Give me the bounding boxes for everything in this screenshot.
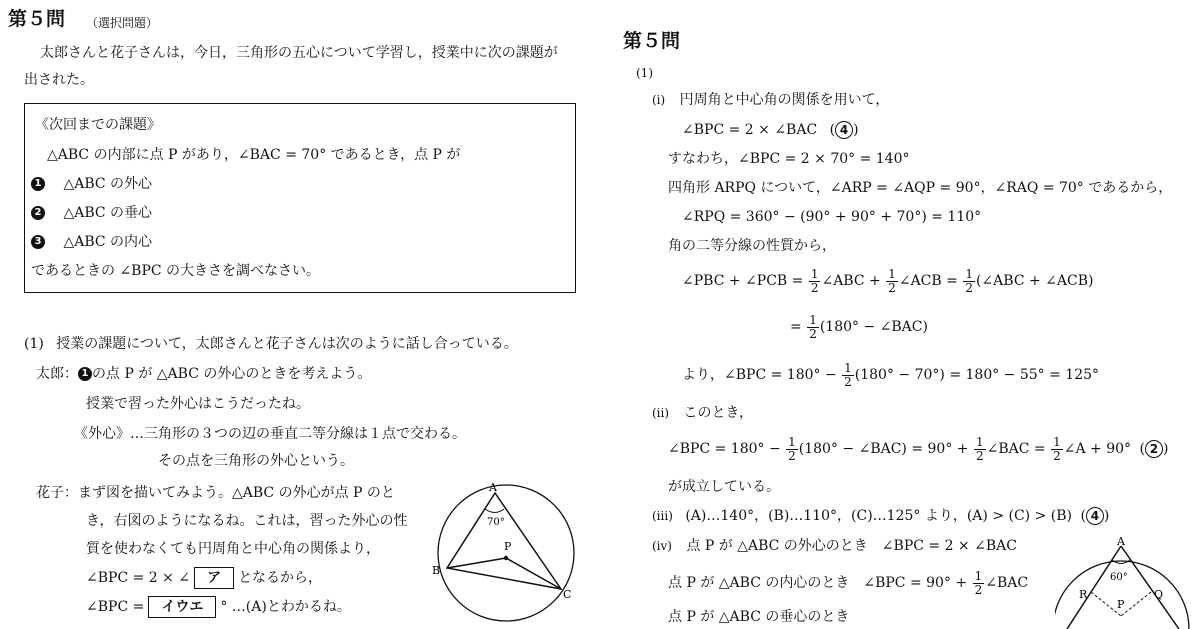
side-ac bbox=[1121, 546, 1179, 629]
task-line: △ABC の内部に点 P があり，∠BAC = 70° であるとき，点 P が bbox=[47, 147, 461, 163]
speaker-taro: 太郎： bbox=[36, 366, 78, 382]
equation-text: (∠ABC + ∠ACB) bbox=[975, 273, 1094, 289]
option-text: △ABC の外心 bbox=[63, 176, 153, 192]
sol-i-text: 円周角と中心角の関係を用いて， bbox=[679, 92, 890, 108]
equation-text: ∠BPC = 180° − bbox=[668, 441, 781, 457]
fraction-half: $\frac{1}{2}$ bbox=[788, 434, 796, 463]
fraction-half: $\frac{1}{2}$ bbox=[974, 568, 983, 597]
equation-text: (180° − ∠BAC) = 90° + bbox=[798, 441, 969, 457]
definition-line-2: その点を三角形の外心という。 bbox=[158, 453, 354, 469]
equation-text: ∠A + 90° bbox=[1063, 441, 1132, 457]
equation-text: ∠PBC + ∠PCB = bbox=[682, 273, 804, 289]
bisector-text: 角の二等分線の性質から， bbox=[668, 238, 836, 254]
sol-iv-text: 点 P が △ABC の外心のとき ∠BPC = 2 × ∠BAC bbox=[686, 538, 1017, 554]
option-text: △ABC の垂心 bbox=[63, 205, 153, 221]
equation-text: = bbox=[790, 319, 802, 335]
task-option-3 bbox=[31, 233, 152, 251]
label-a: A bbox=[489, 481, 497, 494]
equation-text: ∠ACB = bbox=[898, 273, 958, 289]
label-r: R bbox=[1079, 588, 1088, 601]
quad-text: 四角形 ARPQ について，∠ARP = ∠AQP = 90°，∠RAQ = 70° であるから， bbox=[668, 180, 1173, 196]
segment-bp bbox=[447, 558, 506, 568]
result-equation bbox=[682, 360, 1099, 390]
equation-text: (180° − 70°) = 180° − 55° = 125° bbox=[854, 367, 1100, 383]
equation-text: となるから， bbox=[238, 570, 323, 586]
question-label: (1) bbox=[24, 336, 44, 352]
problem-subtitle: （選択問題） bbox=[86, 16, 159, 30]
option-number: 3 bbox=[31, 235, 45, 249]
sol-i-eq: ∠BPC = 2 × ∠BAC ( 4 ) bbox=[682, 122, 859, 138]
definition-line-1: 《外心》…三角形の３つの辺の垂直二等分線は１点で交わる。 bbox=[74, 426, 466, 442]
equation-text: ∠ABC + bbox=[821, 273, 881, 289]
sol-iii-line: (iii) (A)…140°，(B)…110°，(C)…125° より，(A) > (C) > (B) ( 4 ) bbox=[652, 508, 1110, 524]
task-option-1 bbox=[31, 175, 152, 193]
angle-arc bbox=[485, 509, 504, 513]
fraction-half: $\frac{1}{2}$ bbox=[1053, 434, 1061, 463]
equation-text: ° …(A)とわかるね。 bbox=[220, 599, 351, 615]
sol-ii-line bbox=[652, 404, 753, 422]
intro-line-1: 太郎さんと花子さんは，今日，三角形の五心について学習し，授業中に次の課題が bbox=[40, 45, 558, 61]
task-option-2 bbox=[31, 204, 152, 222]
solution-part: (1) bbox=[636, 66, 653, 80]
bpc-line-2 bbox=[86, 595, 351, 619]
fraction-half: $\frac{1}{2}$ bbox=[975, 434, 984, 463]
equation-text: ∠BPC = 2 × ∠BAC bbox=[682, 122, 818, 138]
task-closing: であるときの ∠BPC の大きさを調べなさい。 bbox=[31, 263, 321, 279]
sol-iv-line-2 bbox=[668, 568, 1028, 598]
hanako-text: まず図を描いてみよう。△ABC の外心が点 P のと bbox=[78, 485, 395, 501]
equation-text: ∠BAC bbox=[985, 575, 1029, 591]
equation-text: ∠BAC = bbox=[986, 441, 1046, 457]
label-angle-60: 60° bbox=[1110, 572, 1128, 583]
answer-mark: 4 bbox=[1086, 507, 1104, 525]
taro-text: の点 P が △ABC の外心のときを考えよう。 bbox=[92, 366, 372, 382]
sub-label-iii: (iii) bbox=[652, 509, 673, 523]
taro-line-1 bbox=[36, 365, 371, 383]
pbc-equation bbox=[682, 266, 1093, 296]
pbc-equation-2 bbox=[790, 312, 928, 342]
fraction-half: $\frac{1}{2}$ bbox=[809, 312, 817, 341]
bpc-line-1 bbox=[86, 566, 322, 590]
answer-mark: 2 bbox=[1145, 440, 1163, 458]
answer-box-iue: イウエ bbox=[148, 596, 216, 618]
equation-text: ∠BPC = bbox=[86, 599, 145, 615]
solution-title: 第５問 bbox=[623, 30, 681, 52]
fraction-half: $\frac{1}{2}$ bbox=[888, 266, 896, 295]
equation-text: ∠BPC = 2 × ∠ bbox=[86, 570, 191, 586]
sub-label-i: (i) bbox=[652, 93, 666, 107]
sol-iv-line-3: 点 P が △ABC の垂心のとき bbox=[668, 609, 850, 625]
circumcircle bbox=[438, 485, 574, 621]
sol-ii-text: このとき， bbox=[683, 405, 753, 421]
speaker-hanako: 花子： bbox=[36, 485, 78, 501]
option-number: 1 bbox=[78, 367, 92, 381]
label-a: A bbox=[1117, 535, 1125, 548]
label-c: C bbox=[563, 588, 572, 601]
sol-iii-text: (A)…140°，(B)…110°，(C)…125° より，(A) > (C) > (B) bbox=[685, 508, 1072, 524]
sol-ii-equation: ∠BPC = 180° − $\frac{1}{2}$ (180° − ∠BAC) = 90° + $\frac{1}{2}$ ∠BAC = $\frac{1}{2}$ ∠A + 90° ( 2 ) bbox=[668, 434, 1169, 463]
sol-ii-hold: が成立している。 bbox=[668, 479, 780, 495]
option-text: △ABC の内心 bbox=[63, 234, 153, 250]
equation-text: 点 P が △ABC の内心のとき ∠BPC = 90° + bbox=[668, 575, 968, 591]
answer-box-a: ア bbox=[194, 567, 234, 589]
incircle-figure bbox=[1055, 534, 1200, 629]
problem-title: 第５問 bbox=[8, 8, 66, 30]
sol-i-line bbox=[652, 91, 889, 109]
task-box bbox=[24, 103, 576, 293]
sub-label-ii: (ii) bbox=[652, 406, 670, 420]
equation-text: より，∠BPC = 180° − bbox=[682, 367, 837, 383]
label-q: Q bbox=[1154, 588, 1164, 601]
hanako-line-1 bbox=[36, 484, 395, 502]
point-p bbox=[504, 556, 508, 560]
segment-qp bbox=[1121, 592, 1151, 616]
intro-line-2: 出された。 bbox=[24, 72, 94, 88]
hanako-line-3: 質を使わなくても円周角と中心角の関係より， bbox=[86, 541, 380, 557]
hanako-line-2: き，右図のようになるね。これは，習った外心の性 bbox=[86, 513, 408, 529]
label-b: B bbox=[432, 564, 441, 577]
answer-mark: 4 bbox=[835, 121, 853, 139]
circumcircle-figure bbox=[425, 478, 590, 629]
left-page bbox=[0, 0, 594, 629]
right-page bbox=[600, 0, 1200, 629]
fraction-half: $\frac{1}{2}$ bbox=[965, 266, 973, 295]
sol-iv-line-1 bbox=[652, 537, 1017, 555]
label-angle-70: 70° bbox=[487, 517, 505, 528]
sol-i-then: すなわち，∠BPC = 2 × 70° = 140° bbox=[668, 151, 910, 167]
fraction-half: $\frac{1}{2}$ bbox=[844, 360, 852, 389]
rpq-eq: ∠RPQ = 360° − (90° + 90° + 70°) = 110° bbox=[682, 209, 982, 225]
question-1 bbox=[24, 335, 518, 353]
sub-label-iv: (iv) bbox=[652, 539, 672, 553]
question-text: 授業の課題について，太郎さんと花子さんは次のように話し合っている。 bbox=[56, 336, 518, 352]
taro-line-2: 授業で習った外心はこうだったね。 bbox=[86, 396, 310, 412]
label-p: P bbox=[1117, 598, 1125, 611]
equation-text: (180° − ∠BAC) bbox=[819, 319, 928, 335]
fraction-half: $\frac{1}{2}$ bbox=[810, 266, 819, 295]
option-number: 2 bbox=[31, 206, 45, 220]
option-number: 1 bbox=[31, 177, 45, 191]
side-ab bbox=[1067, 546, 1121, 629]
task-heading: 《次回までの課題》 bbox=[35, 117, 161, 133]
label-p: P bbox=[504, 540, 512, 553]
